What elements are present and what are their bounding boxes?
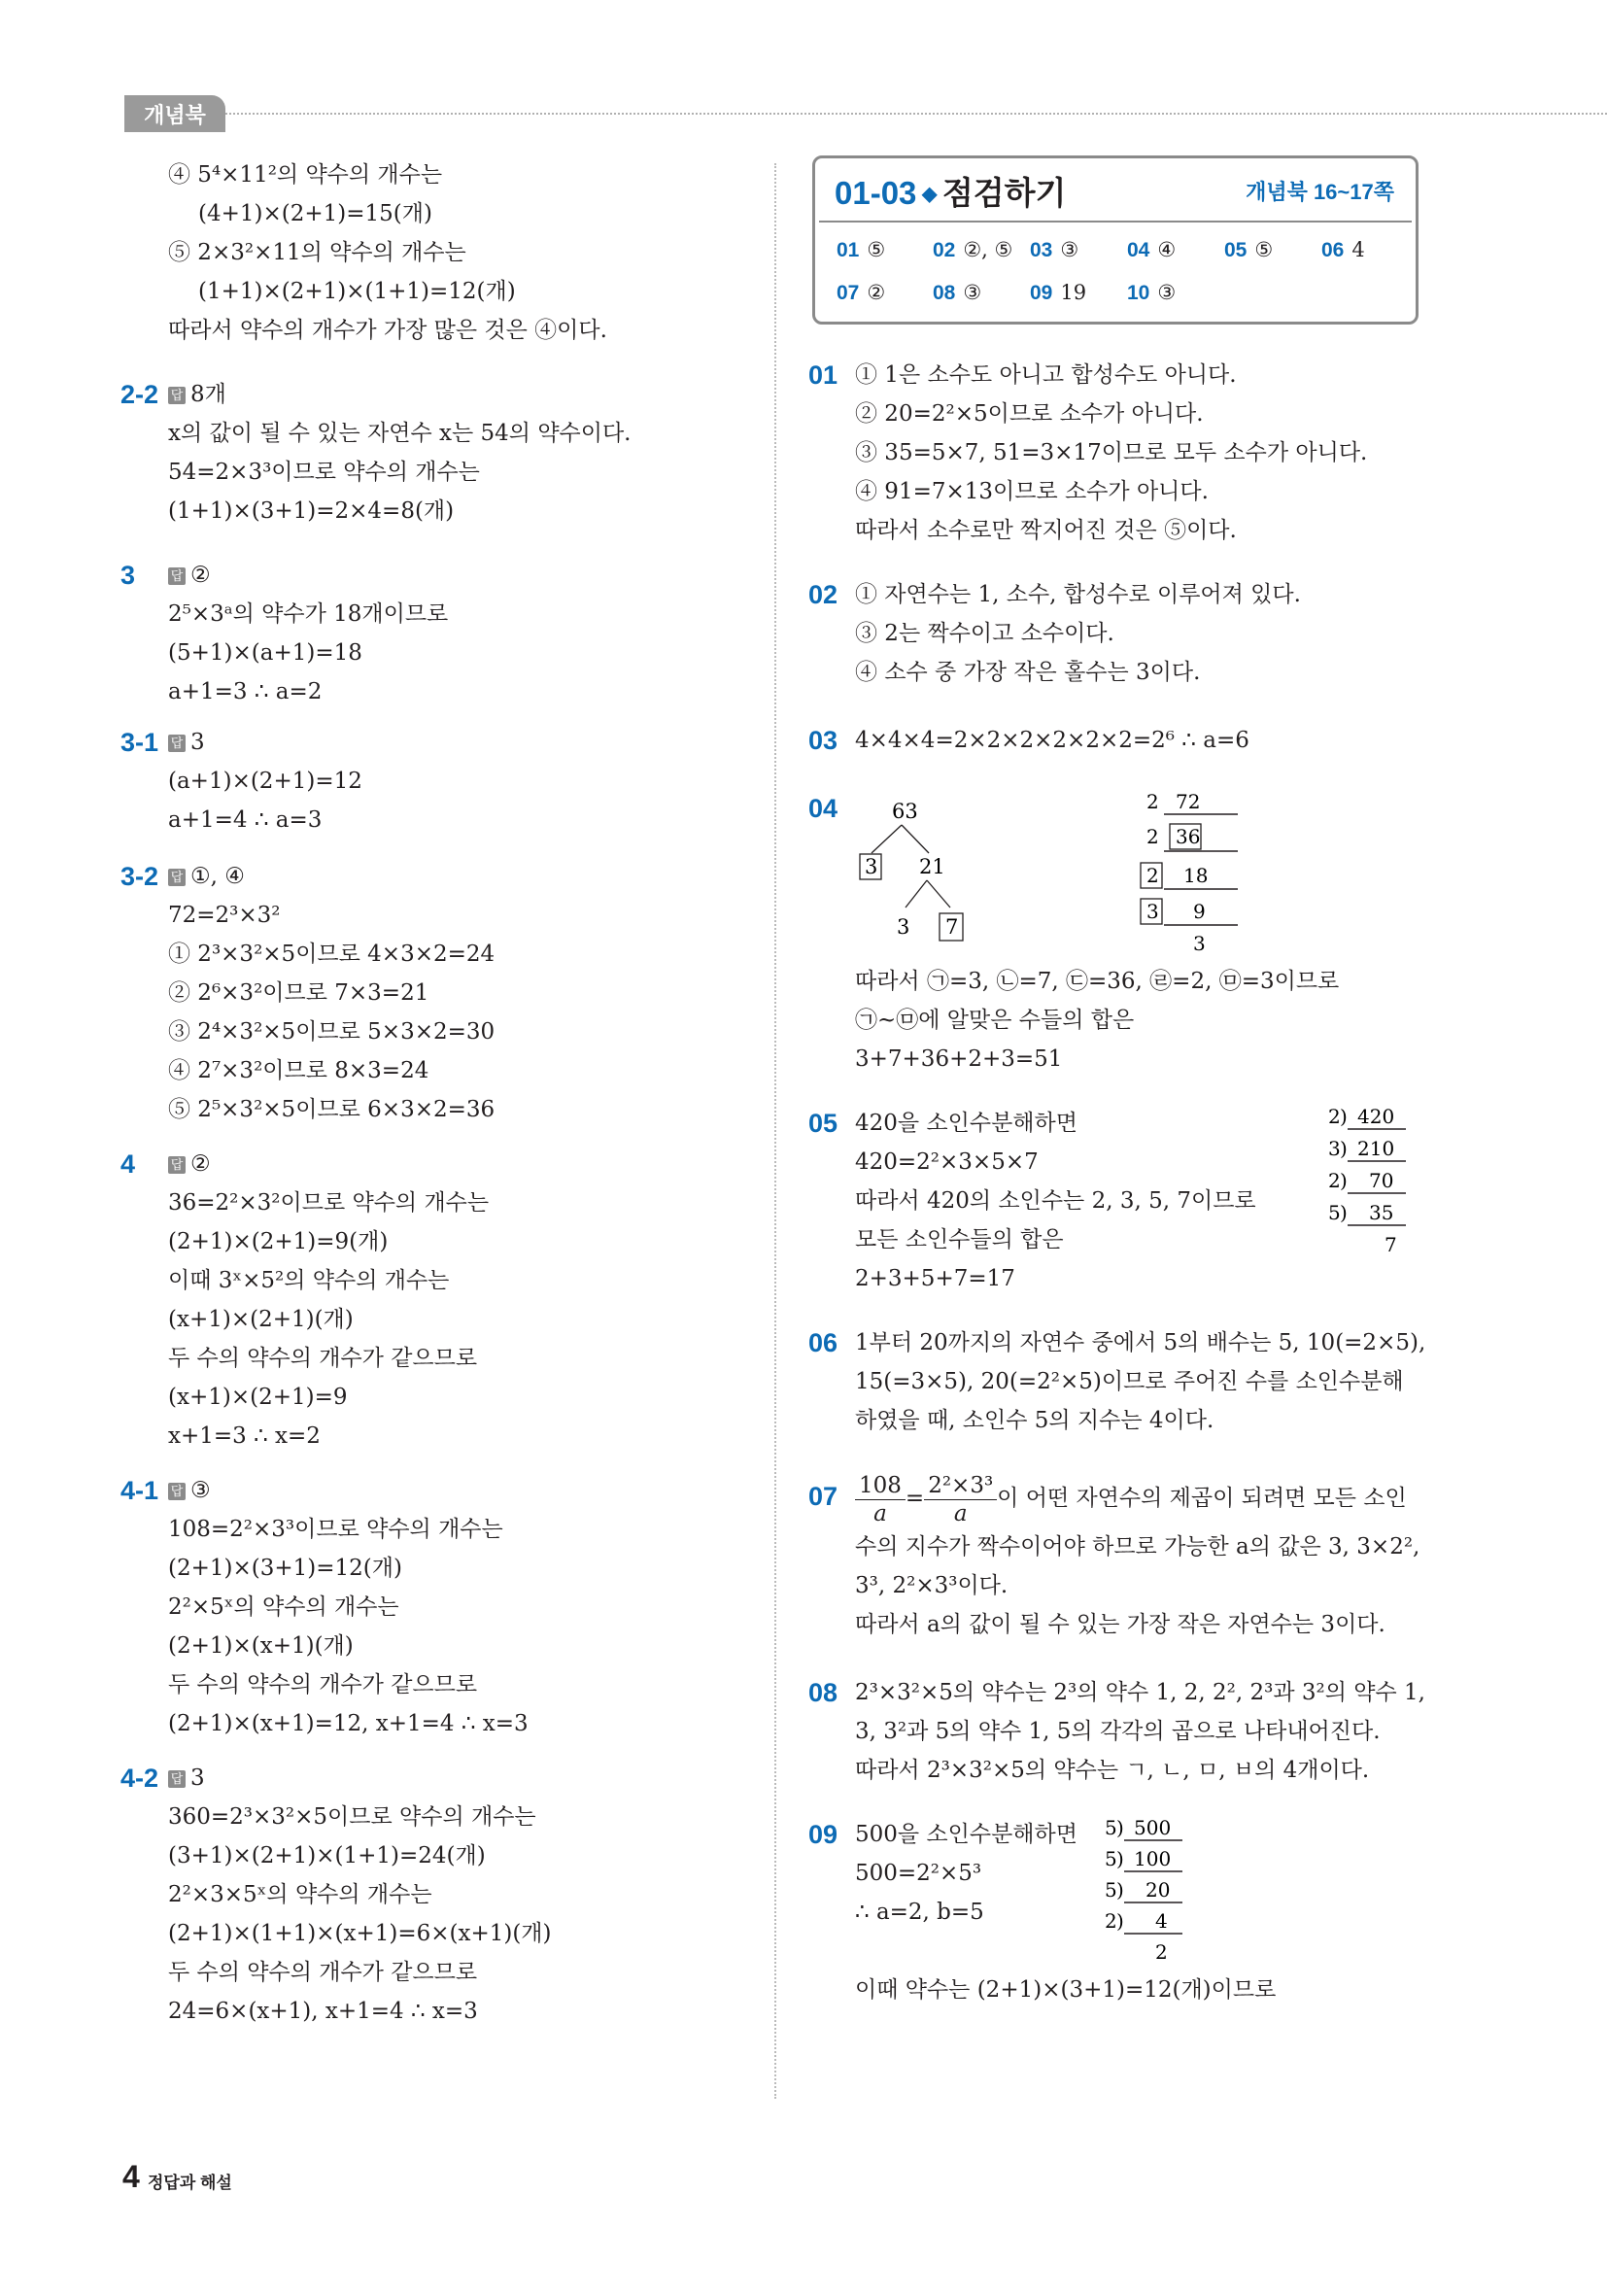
question-3-1 xyxy=(115,723,736,840)
text-line: 하였을 때, 소인수 5의 지수는 4이다. xyxy=(855,1408,1214,1433)
text-line: ② 20=2²×5이므로 소수가 아니다. xyxy=(855,401,1204,427)
column-divider xyxy=(774,163,776,2099)
check-answer-item: 07 ② xyxy=(837,281,886,304)
question-number: 2-2 xyxy=(120,380,159,409)
text-line: a+1=4 ∴ a=3 xyxy=(168,807,323,833)
text-line: 72=2³×3² xyxy=(168,903,281,928)
check-answer-box xyxy=(812,155,1419,325)
svg-text:5: 5 xyxy=(1105,1847,1117,1870)
text-line: 360=2³×3²×5이므로 약수의 개수는 xyxy=(168,1804,536,1830)
answer: ①, ④ xyxy=(190,864,245,889)
question-03 xyxy=(808,721,1430,760)
question-number: 3 xyxy=(120,561,136,590)
question-4 xyxy=(115,1145,736,1456)
svg-text:210: 210 xyxy=(1357,1137,1395,1160)
svg-text:): ) xyxy=(1116,1909,1124,1933)
check-answer-item: 05 ⑤ xyxy=(1224,238,1274,261)
text-line: 따라서 ㉠=3, ㉡=7, ㉢=36, ㉣=2, ㉤=3이므로 xyxy=(855,969,1340,994)
tree-left: 3 xyxy=(865,855,878,878)
question-4-1 xyxy=(115,1471,736,1743)
text-line: ∴ a=2, b=5 xyxy=(855,1900,984,1925)
footer-label: 정답과 해설 xyxy=(148,2174,232,2192)
answer: ③ xyxy=(190,1478,211,1503)
svg-text:): ) xyxy=(1340,1137,1348,1160)
text-line: 1부터 20까지의 자연수 중에서 5의 배수는 5, 10(=2×5), xyxy=(855,1330,1426,1355)
text-line: 따라서 420의 소인수는 2, 3, 5, 7이므로 xyxy=(855,1188,1256,1214)
text-line: 2³×3²×5의 약수는 2³의 약수 1, 2, 2², 2³과 3²의 약수 1, xyxy=(855,1680,1425,1705)
answer-tag: 답 xyxy=(168,869,186,886)
tree-mid: 21 xyxy=(919,855,945,878)
svg-text:5: 5 xyxy=(1105,1816,1117,1839)
text-line: x+1=3 ∴ x=2 xyxy=(168,1423,321,1449)
quotient: 3 xyxy=(1193,932,1206,955)
intro-block xyxy=(115,155,736,350)
answer-tag: 답 xyxy=(168,387,186,404)
check-answer-item: 03 ③ xyxy=(1030,238,1079,261)
text-line: 108=2²×3³이므로 약수의 개수는 xyxy=(168,1517,503,1542)
text-line: 따라서 2³×3²×5의 약수는 ㄱ, ㄴ, ㅁ, ㅂ의 4개이다. xyxy=(855,1758,1370,1783)
answer: ② xyxy=(190,563,211,588)
question-number: 4 xyxy=(120,1149,136,1179)
svg-text:5: 5 xyxy=(1105,1878,1117,1902)
svg-text:35: 35 xyxy=(1369,1201,1394,1224)
svg-text:3: 3 xyxy=(1328,1137,1341,1160)
svg-text:7: 7 xyxy=(1385,1233,1397,1256)
tree-leaf: 3 xyxy=(897,915,910,939)
svg-text:20: 20 xyxy=(1145,1878,1171,1902)
text-line: 이 어떤 자연수의 제곱이 되려면 모든 소인 xyxy=(997,1486,1407,1511)
text-line: ⑤ 2×3²×11의 약수의 개수는 xyxy=(168,240,466,265)
text-line: 500을 소인수분해하면 xyxy=(855,1822,1077,1847)
check-answer-item: 06 4 xyxy=(1321,238,1365,261)
text-line: ① 2³×3²×5이므로 4×3×2=24 xyxy=(168,942,496,967)
question-07: 07 $\frac{108}{a}$ = $\frac{\text{2²×3³}}{a}$ 이 어떤 자연수의 제곱이 되려면 모든 소인 수의 지수가 짝수이어야 하므로 가능한 a의 값은 3, 3×2², 3³, 2²×3³이다. 따라서 a의 값이 될 수 있는 가장 작은 자연수는 3이다. xyxy=(808,1469,1430,1644)
text-line: ④ 소수 중 가장 작은 홀수는 3이다. xyxy=(855,660,1201,685)
division-ladder xyxy=(1137,783,1253,956)
text-line: 2²×5ˣ의 약수의 개수는 xyxy=(168,1594,399,1620)
text-line: (2+1)×(3+1)=12(개) xyxy=(168,1556,402,1581)
answer: 8개 xyxy=(190,382,226,407)
check-divider xyxy=(819,221,1412,223)
question-08 xyxy=(808,1673,1430,1790)
text-line: 3, 3²과 5의 약수 1, 5의 각각의 곱으로 나타내어진다. xyxy=(855,1719,1381,1744)
check-answer-item: 02 ②, ⑤ xyxy=(933,238,1013,261)
svg-text:5: 5 xyxy=(1328,1201,1341,1224)
text-line: 500=2²×5³ xyxy=(855,1861,982,1886)
check-answer-item: 08 ③ xyxy=(933,281,982,304)
question-number: 05 xyxy=(808,1109,838,1138)
tree-leaf: 7 xyxy=(945,915,959,939)
question-number: 09 xyxy=(808,1820,838,1849)
answer-tag: 답 xyxy=(168,1156,186,1174)
right-column xyxy=(808,155,1430,2009)
text-line: ④ 91=7×13이므로 소수가 아니다. xyxy=(855,479,1209,504)
division-ladder xyxy=(1328,1102,1435,1267)
question-01 xyxy=(808,356,1430,550)
question-09 xyxy=(808,1815,1430,2009)
check-answer-item: 04 ④ xyxy=(1127,238,1177,261)
factor-tree xyxy=(855,789,1010,954)
question-05 xyxy=(808,1104,1430,1298)
text-line: (1+1)×(2+1)×(1+1)=12(개) xyxy=(198,279,516,304)
text-line: 24=6×(x+1), x+1=4 ∴ x=3 xyxy=(168,1999,478,2024)
division-ladder xyxy=(1105,1811,1202,1967)
question-number: 06 xyxy=(808,1328,838,1357)
text-line: 두 수의 약수의 개수가 같으므로 xyxy=(168,1672,478,1697)
svg-text:): ) xyxy=(1116,1816,1124,1839)
fraction: $\frac{108}{a}$ xyxy=(855,1472,906,1527)
text-line: (2+1)×(x+1)=12, x+1=4 ∴ x=3 xyxy=(168,1711,529,1736)
text-line: ④ 5⁴×11²의 약수의 개수는 xyxy=(168,162,443,188)
question-2-2 xyxy=(115,375,736,531)
left-column xyxy=(115,155,736,2031)
text-line: (3+1)×(2+1)×(1+1)=24(개) xyxy=(168,1843,486,1868)
svg-text:4: 4 xyxy=(1155,1909,1168,1933)
text-line: 3³, 2²×3³이다. xyxy=(855,1573,1009,1598)
dividend: 36 xyxy=(1176,825,1201,848)
svg-text:70: 70 xyxy=(1369,1169,1394,1192)
text-line: (2+1)×(1+1)×(x+1)=6×(x+1)(개) xyxy=(168,1921,552,1946)
text-line: ③ 2는 짝수이고 소수이다. xyxy=(855,621,1114,646)
answer: 3 xyxy=(190,1765,205,1791)
text-line: ㉠~㉤에 알맞은 수들의 합은 xyxy=(855,1008,1135,1033)
question-number: 07 xyxy=(808,1482,838,1511)
divisor: 2 xyxy=(1146,790,1159,813)
text-line: 420을 소인수분해하면 xyxy=(855,1111,1077,1136)
text-line: ① 자연수는 1, 소수, 합성수로 이루어져 있다. xyxy=(855,582,1301,607)
text-line: 2+3+5+7=17 xyxy=(855,1266,1015,1291)
check-page-ref: 개념북 16~17쪽 xyxy=(1246,180,1394,204)
text-line: 15(=3×5), 20(=2²×5)이므로 주어진 수를 소인수분해 xyxy=(855,1369,1404,1394)
svg-text:): ) xyxy=(1116,1878,1124,1902)
text-line: ③ 35=5×7, 51=3×17이므로 모두 소수가 아니다. xyxy=(855,440,1368,465)
text-line: 36=2²×3²이므로 약수의 개수는 xyxy=(168,1190,490,1216)
dividend: 72 xyxy=(1176,790,1201,813)
question-number: 04 xyxy=(808,794,838,823)
text-line: (2+1)×(x+1)(개) xyxy=(168,1633,354,1659)
divisor: 2 xyxy=(1146,864,1159,887)
text-line: 2²×3×5ˣ의 약수의 개수는 xyxy=(168,1882,432,1907)
question-number: 03 xyxy=(808,726,838,755)
text-line: 4×4×4=2×2×2×2×2×2=2⁶ ∴ a=6 xyxy=(855,728,1249,753)
header-tab: 개념북 xyxy=(124,95,225,132)
question-02 xyxy=(808,575,1430,692)
text-line: (x+1)×(2+1)(개) xyxy=(168,1307,354,1332)
text-line: 54=2×3³이므로 약수의 개수는 xyxy=(168,460,480,485)
text-line: ⑤ 2⁵×3²×5이므로 6×3×2=36 xyxy=(168,1097,496,1122)
svg-text:): ) xyxy=(1340,1169,1348,1192)
text-line: 수의 지수가 짝수이어야 하므로 가능한 a의 값은 3, 3×2², xyxy=(855,1534,1420,1559)
text-line: 2⁵×3ᵃ의 약수가 18개이므로 xyxy=(168,601,449,627)
question-04 xyxy=(808,789,1430,962)
text-line: 따라서 a의 값이 될 수 있는 가장 작은 자연수는 3이다. xyxy=(855,1612,1385,1637)
answer-tag: 답 xyxy=(168,735,186,752)
check-answer-item: 10 ③ xyxy=(1127,281,1177,304)
svg-text:420: 420 xyxy=(1357,1105,1395,1128)
svg-text:2: 2 xyxy=(1328,1105,1341,1128)
svg-text:100: 100 xyxy=(1134,1847,1172,1870)
text-line: 모든 소인수들의 합은 xyxy=(855,1227,1064,1252)
question-number: 02 xyxy=(808,580,838,609)
divisor: 3 xyxy=(1146,900,1159,923)
svg-text:2: 2 xyxy=(1328,1169,1341,1192)
svg-text:500: 500 xyxy=(1134,1816,1172,1839)
text-line: 3+7+36+2+3=51 xyxy=(855,1046,1063,1072)
question-06 xyxy=(808,1323,1430,1440)
text-line: (5+1)×(a+1)=18 xyxy=(168,640,362,666)
question-number: 4-2 xyxy=(120,1764,159,1793)
question-number: 08 xyxy=(808,1678,838,1707)
svg-text:2: 2 xyxy=(1155,1940,1168,1964)
text-line: 이때 3ˣ×5²의 약수의 개수는 xyxy=(168,1268,450,1293)
question-3-2 xyxy=(115,857,736,1129)
check-title: 01-03 ◆ 점검하기 xyxy=(835,175,1067,211)
text-line: (a+1)×(2+1)=12 xyxy=(168,769,362,794)
text-line: 따라서 소수로만 짝지어진 것은 ⑤이다. xyxy=(855,518,1237,543)
text-line: 420=2²×3×5×7 xyxy=(855,1149,1039,1175)
text-line: x의 값이 될 수 있는 자연수 x는 54의 약수이다. xyxy=(168,421,632,446)
text-line: a+1=3 ∴ a=2 xyxy=(168,679,323,704)
text-line: (2+1)×(2+1)=9(개) xyxy=(168,1229,389,1254)
tree-root: 63 xyxy=(892,800,918,823)
answer-tag: 답 xyxy=(168,567,186,585)
text-line: (1+1)×(3+1)=2×4=8(개) xyxy=(168,498,455,524)
text-line: 따라서 약수의 개수가 가장 많은 것은 ④이다. xyxy=(168,318,607,343)
dividend: 9 xyxy=(1193,900,1206,923)
text-line: 이때 약수는 (2+1)×(3+1)=12(개)이므로 xyxy=(855,1977,1277,2003)
question-number: 4-1 xyxy=(120,1476,159,1505)
check-answer-item: 01 ⑤ xyxy=(837,238,886,261)
svg-text:2: 2 xyxy=(1105,1909,1117,1933)
answer: ② xyxy=(190,1151,211,1177)
answer-tag: 답 xyxy=(168,1770,186,1788)
dividend: 18 xyxy=(1183,864,1209,887)
text-line: ② 2⁶×3²이므로 7×3=21 xyxy=(168,980,429,1006)
answer: 3 xyxy=(190,730,205,755)
text-line: (x+1)×(2+1)=9 xyxy=(168,1385,348,1410)
svg-text:): ) xyxy=(1340,1105,1348,1128)
fraction: $\frac{\text{2²×3³}}{a}$ xyxy=(924,1472,997,1527)
page-number: 4 xyxy=(122,2159,140,2194)
text-line: ④ 2⁷×3²이므로 8×3=24 xyxy=(168,1058,429,1083)
check-answer-item: 09 19 xyxy=(1030,281,1087,304)
svg-text:): ) xyxy=(1340,1201,1348,1224)
text-line: 두 수의 약수의 개수가 같으므로 xyxy=(168,1960,478,1985)
divisor: 2 xyxy=(1146,825,1159,848)
answer-tag: 답 xyxy=(168,1483,186,1500)
text-line: ③ 2⁴×3²×5이므로 5×3×2=30 xyxy=(168,1019,496,1045)
question-number: 3-2 xyxy=(120,862,159,891)
question-3 xyxy=(115,556,736,711)
header-divider xyxy=(225,113,1607,115)
svg-text:): ) xyxy=(1116,1847,1124,1870)
text-line: 두 수의 약수의 개수가 같으므로 xyxy=(168,1346,478,1371)
question-number: 3-1 xyxy=(120,728,159,757)
text-line: (4+1)×(2+1)=15(개) xyxy=(198,201,432,226)
text-line: ① 1은 소수도 아니고 합성수도 아니다. xyxy=(855,362,1237,388)
question-number: 01 xyxy=(808,360,838,390)
question-4-2 xyxy=(115,1759,736,2031)
